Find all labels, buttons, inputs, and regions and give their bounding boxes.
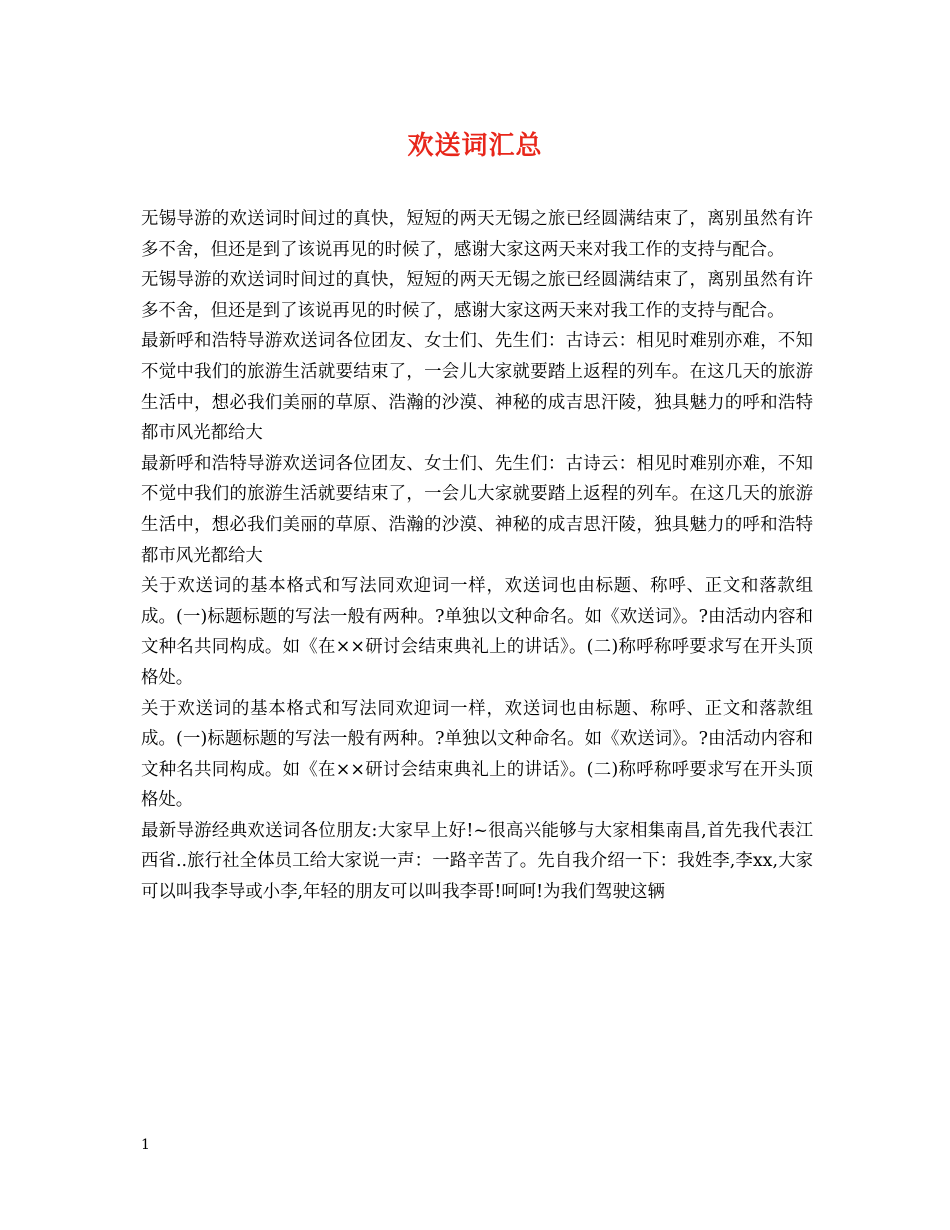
paragraph: 关于欢送词的基本格式和写法同欢迎词一样，欢送词也由标题、称呼、正文和落款组成。(一)标题标题的写法一般有两种。?单独以文种命名。如《欢送词》。?由活动内容和文种名共同构成。如《在××研讨会结束典礼上的讲话》。(二)称呼称呼要求写在开头顶格处。	[141, 576, 813, 688]
document-title: 欢送词汇总	[407, 131, 543, 161]
page-number: 1	[141, 1137, 150, 1153]
paragraph: 最新呼和浩特导游欢送词各位团友、女士们、先生们：古诗云：相见时难别亦难，不知不觉中我们的旅游生活就要结束了，一会儿大家就要踏上返程的列车。在这几天的旅游生活中，想必我们美丽的草原、浩瀚的沙漠、神秘的成吉思汗陵，独具魅力的呼和浩特都市风光都给大	[141, 453, 813, 566]
paragraph: 最新呼和浩特导游欢送词各位团友、女士们、先生们：古诗云：相见时难别亦难，不知不觉中我们的旅游生活就要结束了，一会儿大家就要踏上返程的列车。在这几天的旅游生活中，想必我们美丽的草原、浩瀚的沙漠、神秘的成吉思汗陵，独具魅力的呼和浩特都市风光都给大	[141, 331, 813, 444]
paragraph: 无锡导游的欢送词时间过的真快，短短的两天无锡之旅已经圆满结束了，离别虽然有许多不舍，但还是到了该说再见的时候了，感谢大家这两天来对我工作的支持与配合。	[141, 209, 813, 260]
paragraph: 最新导游经典欢送词各位朋友:大家早上好!~很高兴能够与大家相集南昌,首先我代表江西省..旅行社全体员工给大家说一声：一路辛苦了。先自我介绍一下：我姓李,李xx,大家可以叫我李导或小李,年轻的朋友可以叫我李哥!呵呵!为我们驾驶这辆	[141, 820, 813, 903]
document-body	[141, 204, 813, 908]
paragraph: 关于欢送词的基本格式和写法同欢迎词一样，欢送词也由标题、称呼、正文和落款组成。(一)标题标题的写法一般有两种。?单独以文种命名。如《欢送词》。?由活动内容和文种名共同构成。如《在××研讨会结束典礼上的讲话》。(二)称呼称呼要求写在开头顶格处。	[141, 698, 813, 811]
paragraph: 无锡导游的欢送词时间过的真快，短短的两天无锡之旅已经圆满结束了，离别虽然有许多不舍，但还是到了该说再见的时候了，感谢大家这两天来对我工作的支持与配合。	[141, 270, 813, 321]
